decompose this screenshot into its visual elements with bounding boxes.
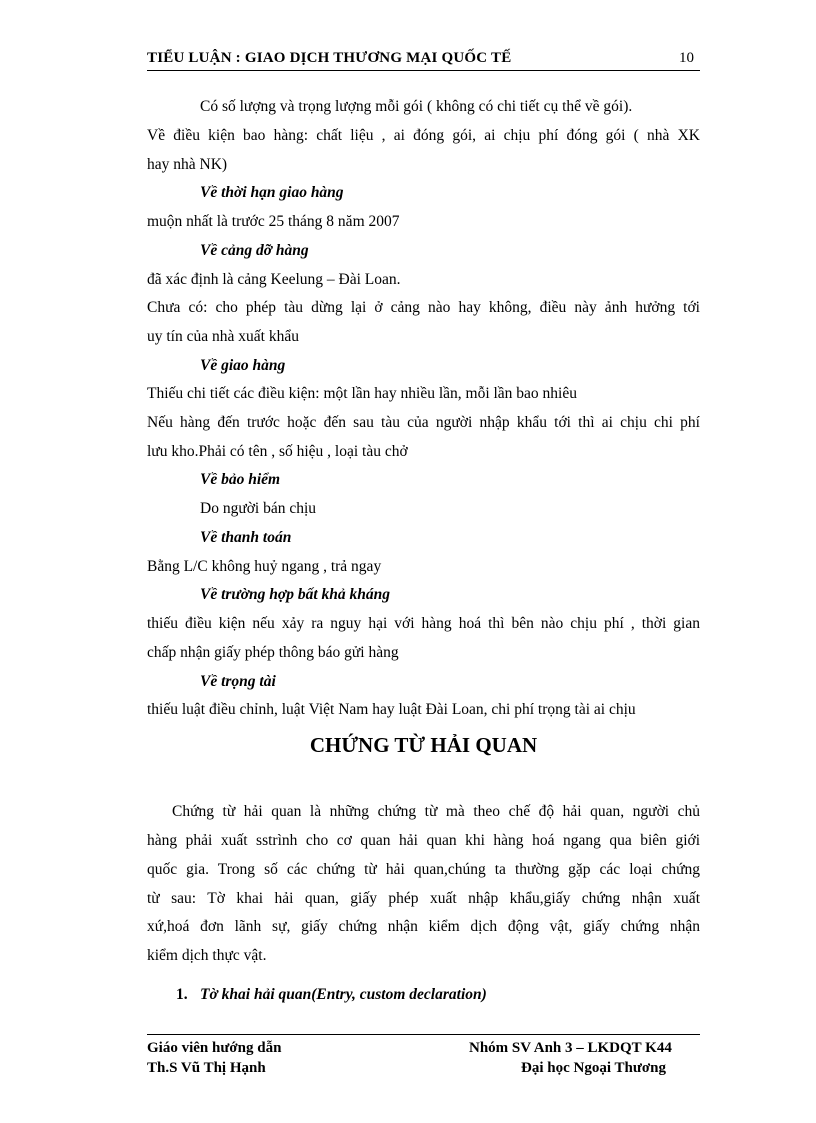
subheading-payment: Về thanh toán <box>200 529 292 546</box>
subheading-delivery-time: Về thời hạn giao hàng <box>200 184 344 201</box>
section-title: CHỨNG TỪ HẢI QUAN <box>309 733 538 757</box>
subheading-force-majeure: Về trường hợp bất khả kháng <box>200 586 391 603</box>
paragraph-line: đã xác định là cảng Keelung – Đài Loan. <box>147 271 401 288</box>
paragraph-line: Về điều kiện bao hàng: chất liệu , ai đóng gói, ai chịu phí đóng gói ( nhà XK <box>147 127 700 144</box>
footer-divider <box>147 1034 700 1035</box>
subheading-arbitration: Về trọng tài <box>200 673 276 690</box>
paragraph-line: thiếu luật điều chỉnh, luật Việt Nam hay luật Đài Loan, chi phí trọng tài ai chịu <box>147 701 636 718</box>
paragraph-line: xứ,hoá đơn lãnh sự, giấy chứng nhận kiểm dịch động vật, giấy chứng nhận <box>147 918 700 935</box>
subheading-delivery: Về giao hàng <box>200 357 286 374</box>
subheading-insurance: Về bảo hiểm <box>200 471 281 488</box>
paragraph-line: Chứng từ hải quan là những chứng từ mà theo chế độ hải quan, người chủ <box>172 803 700 820</box>
header-title: TIỂU LUẬN : GIAO DỊCH THƯƠNG MẠI QUỐC TẾ <box>147 50 512 66</box>
footer-school: Đại học Ngoại Thương <box>521 1060 666 1076</box>
paragraph-line: lưu kho.Phải có tên , số hiệu , loại tàu chở <box>147 443 408 460</box>
paragraph-line: Có số lượng và trọng lượng mỗi gói ( không có chi tiết cụ thể về gói). <box>200 98 633 115</box>
list-item-number: 1. <box>176 986 188 1003</box>
paragraph-line: hàng phải xuất sstrình cho cơ quan hải quan khi hàng hoá ngang qua biên giới <box>147 832 700 849</box>
paragraph-line: quốc gia. Trong số các chứng từ hải quan,chúng ta thường gặp các loại chứng <box>147 861 700 878</box>
paragraph-line: thiếu điều kiện nếu xảy ra nguy hại với hàng hoá thì bên nào chịu phí , thời gian <box>147 615 700 632</box>
footer-group: Nhóm SV Anh 3 – LKDQT K44 <box>469 1040 672 1056</box>
subheading-unloading-port: Về cảng dỡ hàng <box>200 242 309 259</box>
footer-advisor-name: Th.S Vũ Thị Hạnh <box>147 1060 266 1076</box>
paragraph-line: muộn nhất là trước 25 tháng 8 năm 2007 <box>147 213 400 230</box>
paragraph-line: uy tín của nhà xuất khẩu <box>147 328 299 345</box>
paragraph-line: Nếu hàng đến trước hoặc đến sau tàu của người nhập khẩu tới thì ai chịu chi phí <box>147 414 700 431</box>
paragraph-line: Do người bán chịu <box>200 500 317 517</box>
list-item-text: Tờ khai hải quan(Entry, custom declaration) <box>200 986 487 1003</box>
paragraph-line: Bằng L/C không huỷ ngang , trả ngay <box>147 558 382 575</box>
list-item <box>176 986 487 1004</box>
paragraph-line: kiểm dịch thực vật. <box>147 947 267 964</box>
paragraph-line: hay nhà NK) <box>147 156 228 173</box>
page-header <box>147 48 700 71</box>
page-number: 10 <box>679 50 694 66</box>
paragraph-line: Chưa có: cho phép tàu dừng lại ở cảng nào hay không, điều này ảnh hưởng tới <box>147 299 700 316</box>
paragraph-line: Thiếu chi tiết các điều kiện: một lần hay nhiều lần, mỗi lần bao nhiêu <box>147 385 577 402</box>
footer-advisor-label: Giáo viên hướng dẫn <box>147 1040 282 1056</box>
paragraph-line: từ sau: Tờ khai hải quan, giấy phép xuất nhập khẩu,giấy chứng nhận xuất <box>147 890 700 907</box>
paragraph-line: chấp nhận giấy phép thông báo gửi hàng <box>147 644 399 661</box>
